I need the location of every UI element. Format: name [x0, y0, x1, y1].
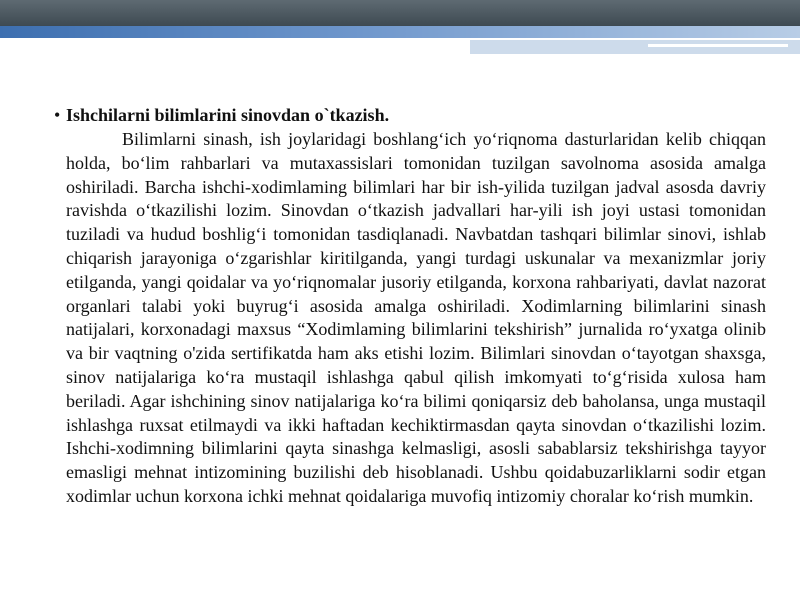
header-bar — [0, 0, 800, 26]
header-white-line — [648, 44, 788, 47]
slide-content — [54, 104, 766, 509]
heading-text: Ishchilarni bilimlarini sinovdan o`tkazish. — [66, 105, 390, 125]
header-accent-stripe — [0, 26, 800, 38]
slide-heading — [54, 104, 766, 126]
header-light-band — [470, 40, 800, 54]
bullet-icon: • — [54, 105, 61, 125]
body-paragraph: Bilimlarni sinash, ish joylaridagi boshlang‘ich yo‘riqnoma dasturlaridan kelib chiqqan holda, bo‘lim rahbarlari va mutaxassislari tomonidan tuzilgan savolnoma asosida amalga oshiriladi. Barcha ishchi-xodimlaming bilimlari har bir ish-yilida tuzilgan jadval asosda davriy ravishda o‘tkazilishi lozim. Sinovdan o‘tkazish jadvallari har-yili ish joyi ustasi tomonidan tuziladi va hudud boshlig‘i tomonidan tasdiqlanadi. Navbatdan tashqari bilimlar sinovi, ishlab chiqarish jarayoniga o‘zgarishlar kiritilganda, yangi turdagi uskunalar va mexanizmlar joriy etilganda, yangi qoidalar va yo‘riqnomalar jusoriy etilganda, korxona rahbariyati, davlat nazorat organlari talabi yoki buyrug‘i asosida amalga oshiriladi. Xodimlarning bilimlarini sinash natijalari, korxonadagi maxsus “Xodimlaming bilimlarini tekshirish” jurnalida ro‘yxatga olinib va bir vaqtning o'zida sertifikatda ham aks etishi lozim. Bilimlari sinovdan o‘tayotgan shaxsga, sinov natijalariga ko‘ra mustaqil ishlashga qabul qilish imkomyati to‘g‘risida xulosa ham beriladi. Agar ishchining sinov natijalariga ko‘ra bilimi qoniqarsiz deb baholansa, unga mustaqil ishlashga ruxsat etilmaydi va ikki haftadan kechiktirmasdan qayta sinovdan o‘tkazilishi lozim. Ishchi-xodimning bilimlarini qayta sinashga kelmasligi, asosli sabablarsiz tekshirishga tayyor emasligi mehnat intizomining buzilishi deb hisoblanadi. Ushbu qoidabuzarliklarni sodir etgan xodimlar uchun korxona ichki mehnat qoidalariga muvofiq intizomiy choralar ko‘rish mumkin. — [66, 129, 766, 506]
